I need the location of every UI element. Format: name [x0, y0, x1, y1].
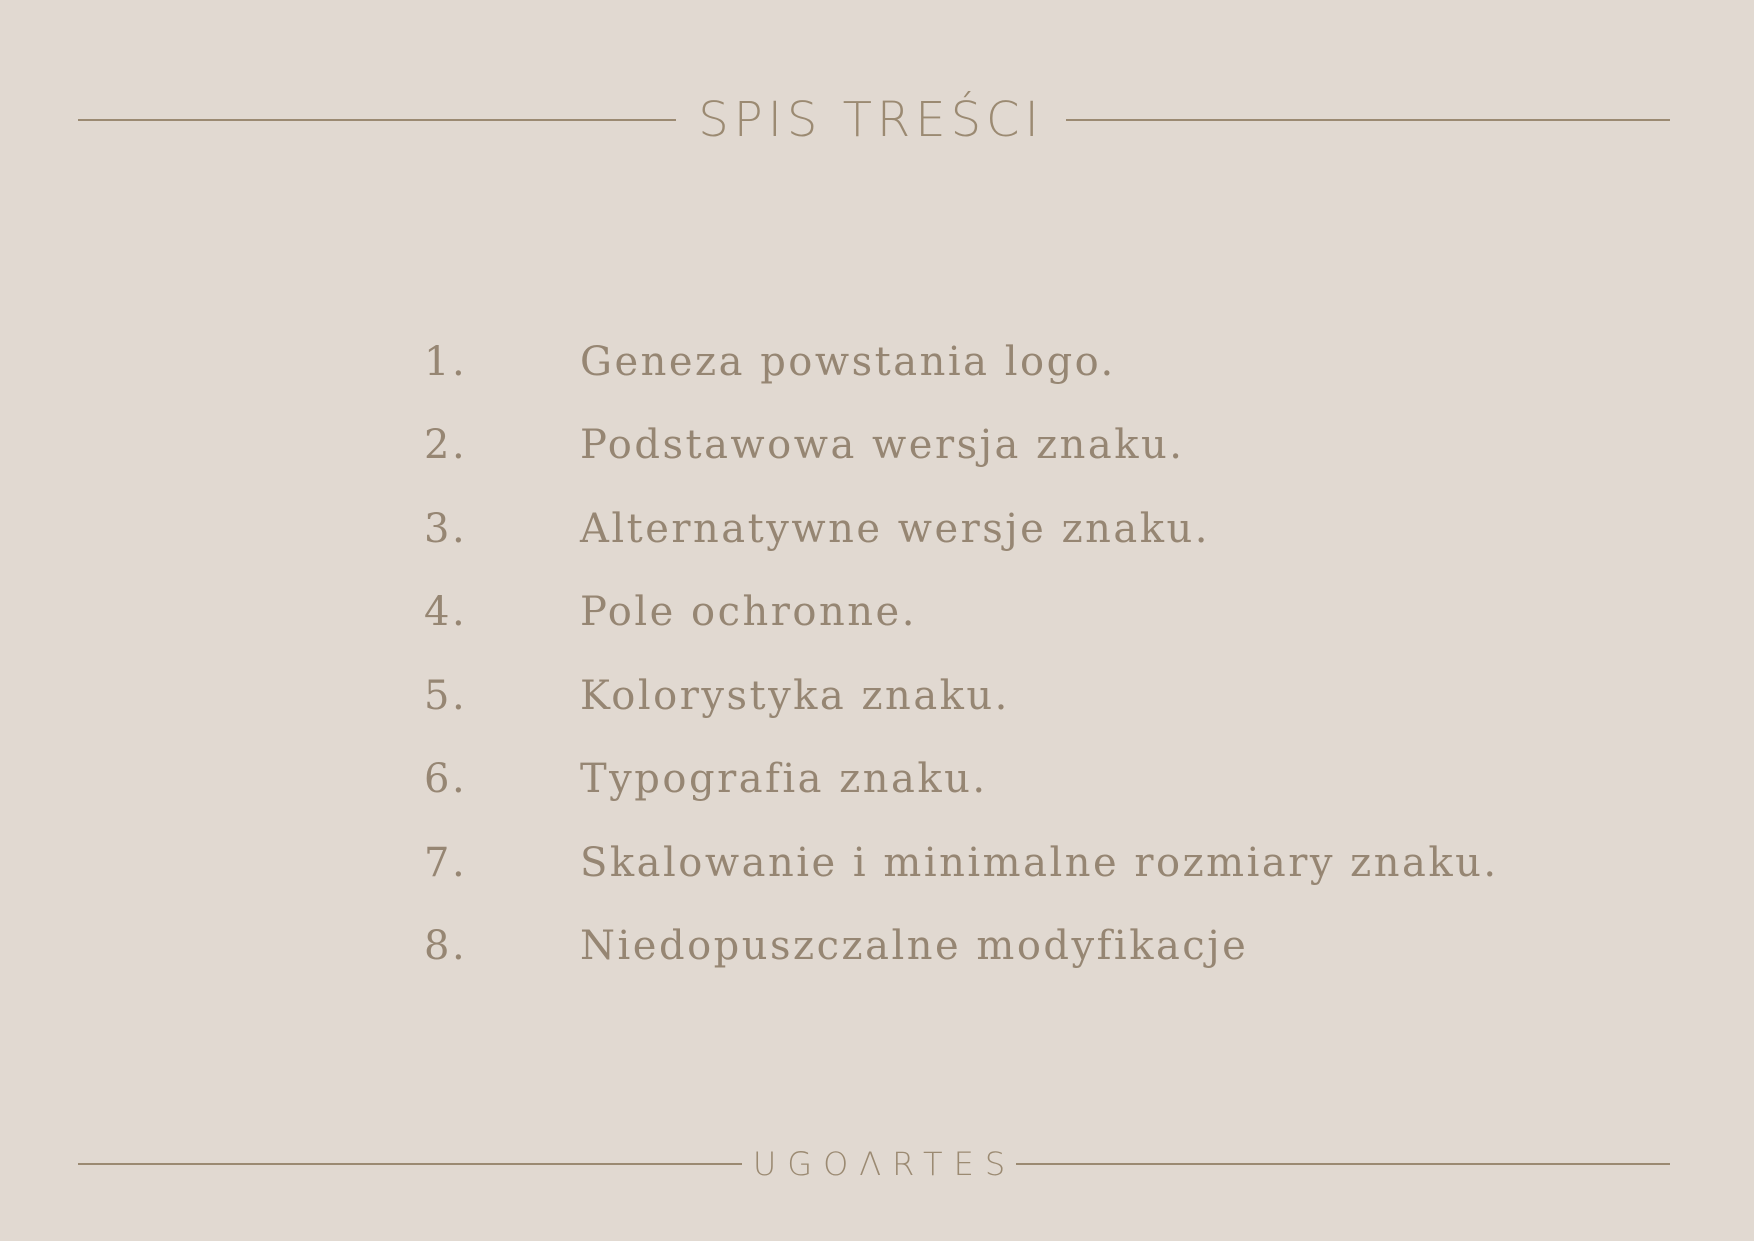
header-rule-right: [1066, 119, 1670, 121]
toc-item-label: Alternatywne wersje znaku.: [580, 505, 1210, 552]
toc-item: [424, 821, 1524, 905]
page-footer: [78, 1142, 1670, 1186]
toc-item-label: Typografia znaku.: [580, 756, 988, 803]
page-title: SPIS TREŚCI: [698, 92, 1044, 148]
toc-item: [424, 571, 1524, 655]
toc-item-number: 4.: [424, 589, 468, 636]
toc-item-number: 8.: [424, 923, 468, 970]
toc-item-number: 2.: [424, 422, 468, 469]
page-header: [78, 84, 1670, 156]
toc-item: [424, 320, 1524, 404]
toc-item-label: Pole ochronne.: [580, 589, 917, 636]
toc-item-label: Geneza powstania logo.: [580, 338, 1116, 385]
toc-item-number: 5.: [424, 672, 468, 719]
toc-item: [424, 487, 1524, 571]
toc-item-label: Niedopuszczalne modyfikacje: [580, 923, 1249, 970]
table-of-contents: [424, 320, 1524, 988]
header-rule-left: [78, 119, 676, 121]
toc-item: [424, 404, 1524, 488]
toc-item-label: Skalowanie i minimalne rozmiary znaku.: [580, 839, 1499, 886]
toc-item-number: 3.: [424, 505, 468, 552]
toc-item-number: 7.: [424, 839, 468, 886]
footer-rule-left: [78, 1163, 742, 1165]
footer-rule-right: [1016, 1163, 1670, 1165]
toc-item-number: 6.: [424, 756, 468, 803]
toc-item-number: 1.: [424, 338, 468, 385]
toc-item: [424, 654, 1524, 738]
toc-item-label: Kolorystyka znaku.: [580, 672, 1010, 719]
toc-item: [424, 905, 1524, 989]
toc-item-label: Podstawowa wersja znaku.: [580, 422, 1185, 469]
toc-item: [424, 738, 1524, 822]
brand-logo: UGOΛRTES: [752, 1145, 1017, 1183]
